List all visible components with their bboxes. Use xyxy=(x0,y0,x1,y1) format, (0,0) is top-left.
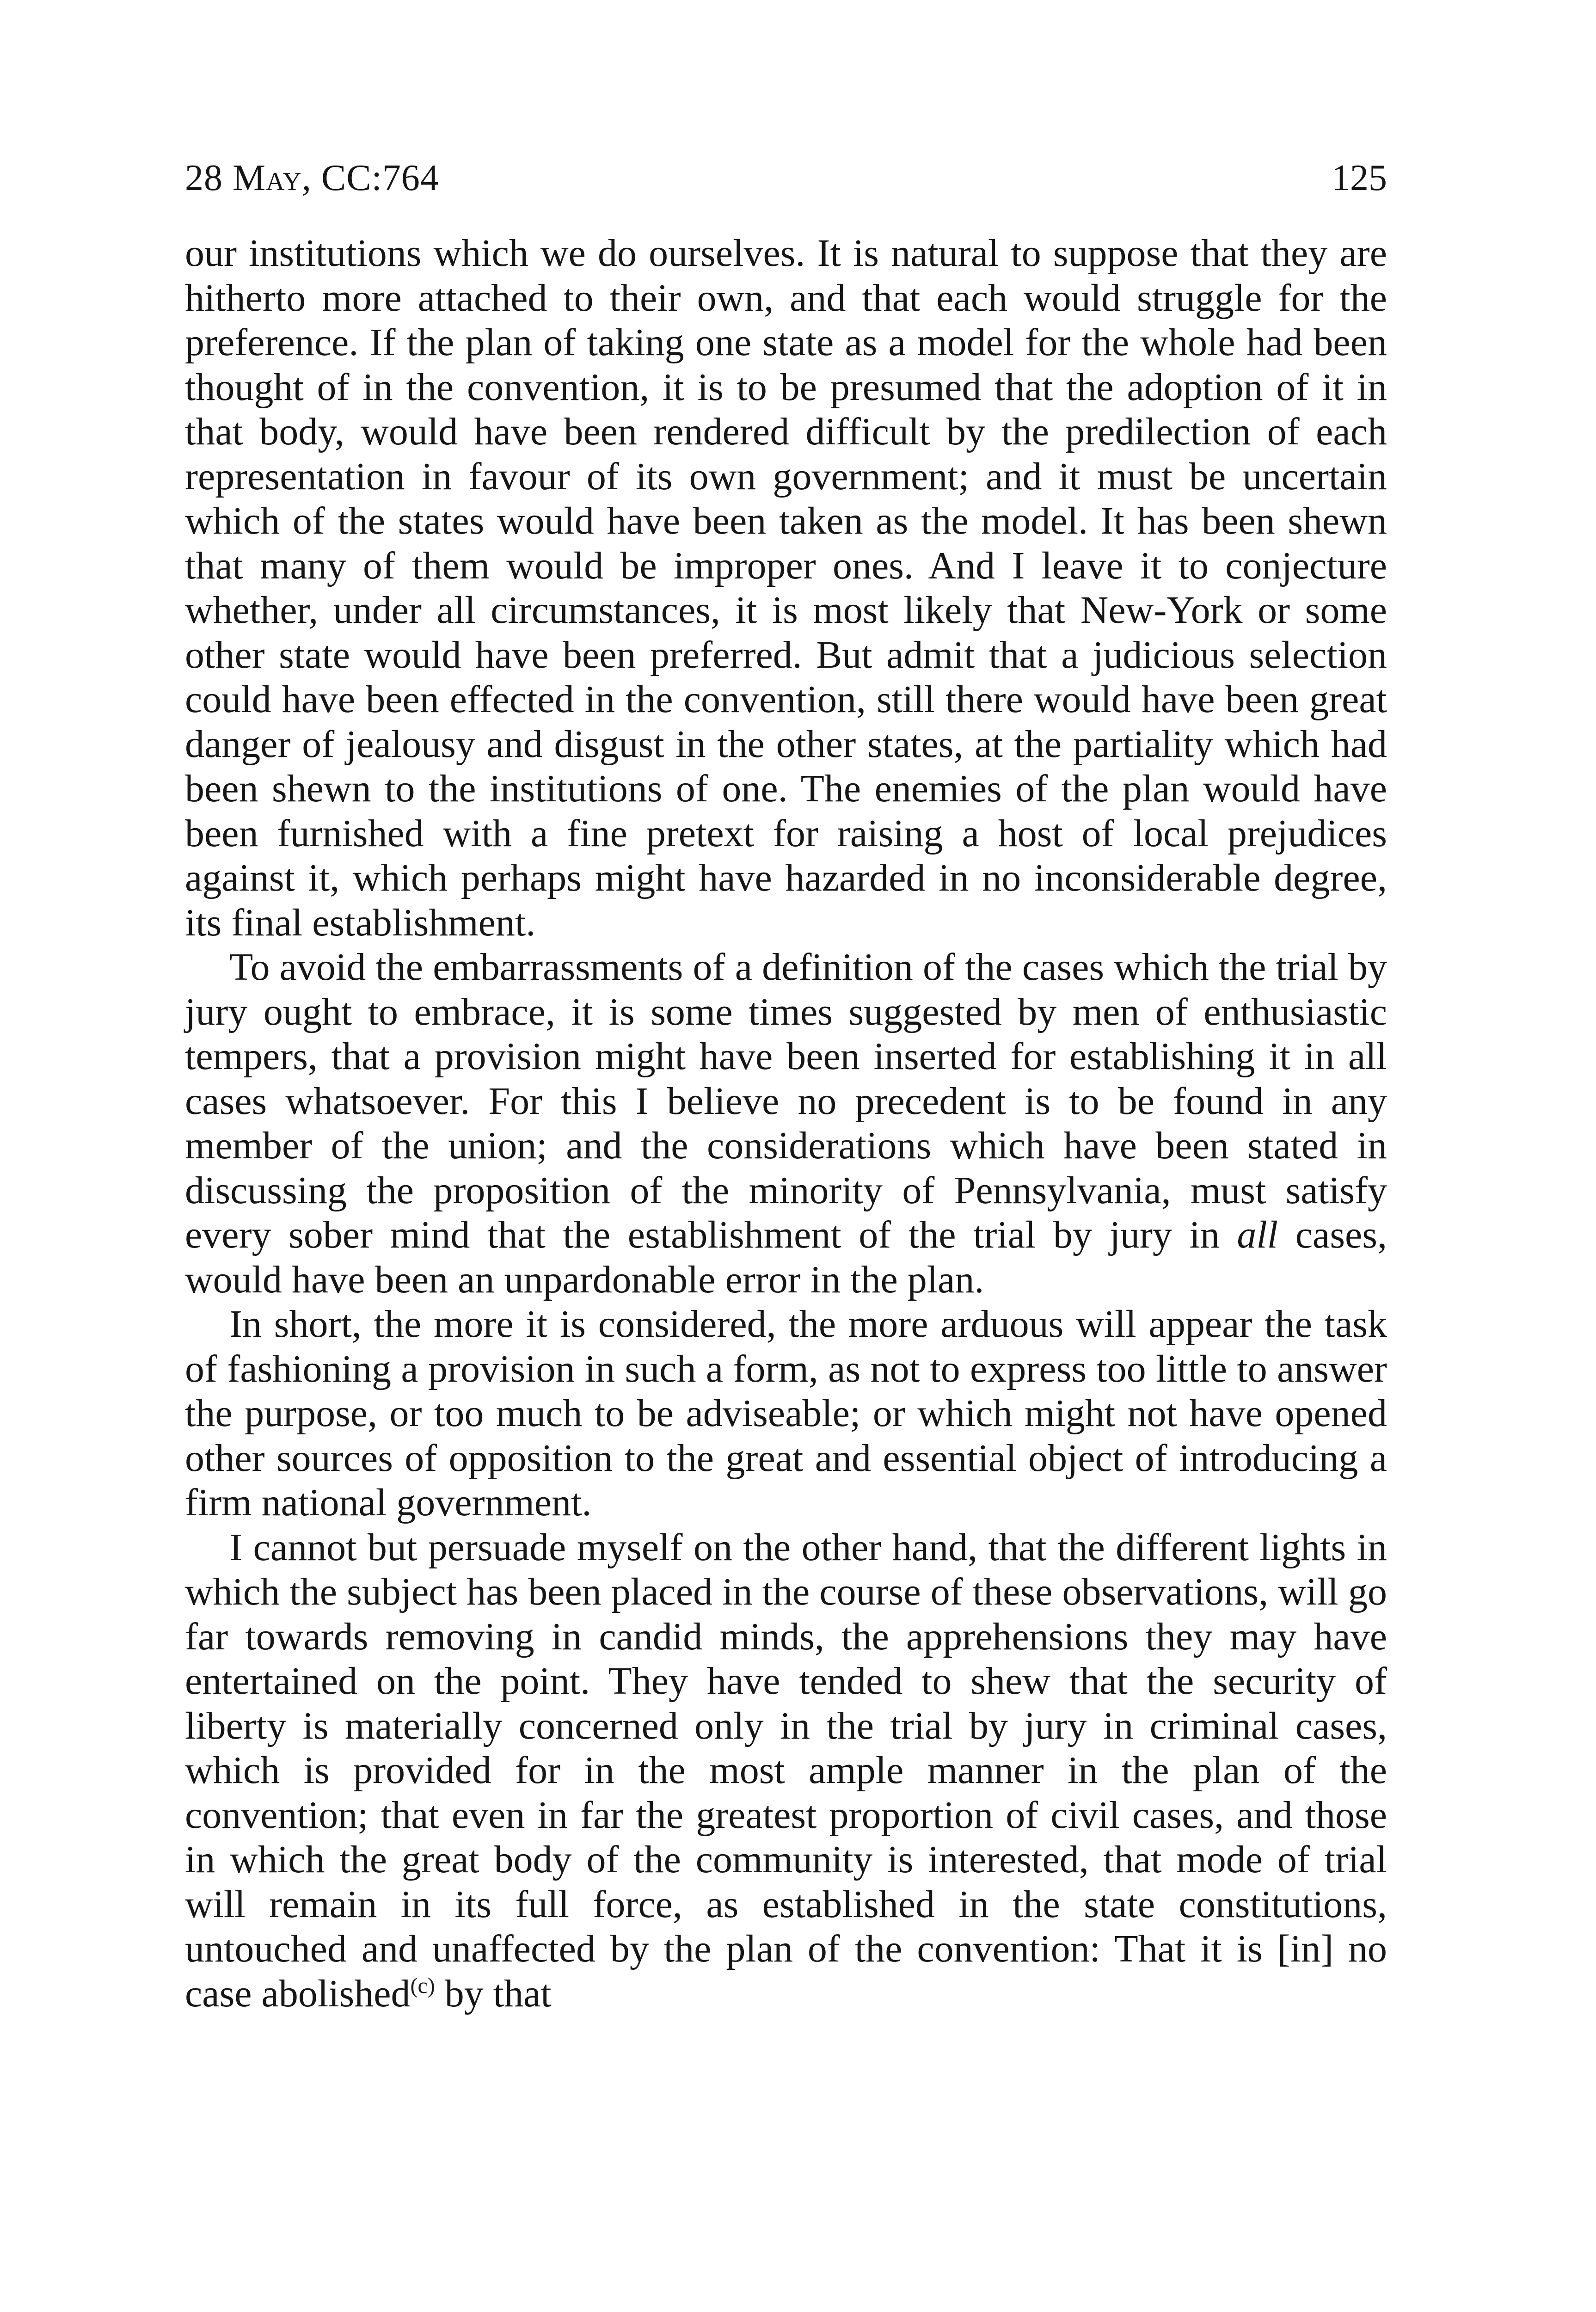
paragraph-2-text-before: To avoid the embarrassments of a definition of the cases which the trial by jury ought to embrace, it is some times suggested by men of enthusiastic tempers, that a provision might have been inserted for establishing it in all cases whatsoever. For this I believe no precedent is to be found in any member of the union; and the considerations which have been stated in discussing the proposition of the minority of Pennsylvania, must satisfy every sober mind that the establishment of the trial by jury in xyxy=(185,946,1387,1256)
header-ref: , CC:764 xyxy=(301,158,439,198)
header-date: 28 xyxy=(185,158,223,198)
paragraph-4 xyxy=(185,1525,1387,2017)
header-month: May xyxy=(233,158,302,198)
footnote-marker-c: (c) xyxy=(410,1973,435,1998)
paragraph-4-text-after: by that xyxy=(435,1972,552,2015)
paragraph-3: In short, the more it is considered, the more arduous will appear the task of fashioning a provision in such a form, as not to express too little to answer the purpose, or too much to be adviseable; or which might not have opened other sources of opposition to the great and essential object of introducing a firm national government. xyxy=(185,1303,1387,1524)
running-head xyxy=(185,153,1387,203)
paragraph-2-text-after: cases, would have been an unpardonable error in the plan. xyxy=(185,1213,1387,1301)
paragraph-2-emphasis: all xyxy=(1237,1213,1278,1256)
page-number: 125 xyxy=(1332,158,1387,198)
paragraph-2 xyxy=(185,945,1387,1302)
paragraph-1: our institutions which we do ourselves. It is natural to suppose that they are hitherto more attached to their own, and that each would struggle for the preference. If the plan of taking one state as a model for the whole had been thought of in the convention, it is to be presumed that the adoption of it in that body, would have been rendered difficult by the predilection of each representation in favour of its own government; and it must be uncertain which of the states would have been taken as the model. It has been shewn that many of them would be improper ones. And I leave it to conjecture whether, under all circumstances, it is most likely that New-York or some other state would have been preferred. But admit that a judicious selection could have been effected in the convention, still there would have been great danger of jealousy and disgust in the other states, at the partiality which had been shewn to the institutions of one. The enemies of the plan would have been furnished with a fine pretext for raising a host of local prejudices against it, which perhaps might have hazarded in no inconsiderable degree, its final establishment. xyxy=(185,232,1387,944)
body-text xyxy=(185,231,1387,2016)
running-head-citation xyxy=(185,153,439,203)
paragraph-4-text-before: I cannot but persuade myself on the other hand, that the different lights in which the subject has been placed in the course of these observations, will go far towards removing in candid minds, the apprehensions they may have entertained on the point. They have tended to shew that the security of liberty is materially concerned only in the trial by jury in criminal cases, which is provided for in the most ample manner in the plan of the convention; that even in far the greatest proportion of civil cases, and those in which the great body of the community is interested, that mode of trial will remain in its full force, as established in the state constitutions, untouched and unaffected by the plan of the convention: That it is [in] no case abolished xyxy=(185,1525,1387,2015)
